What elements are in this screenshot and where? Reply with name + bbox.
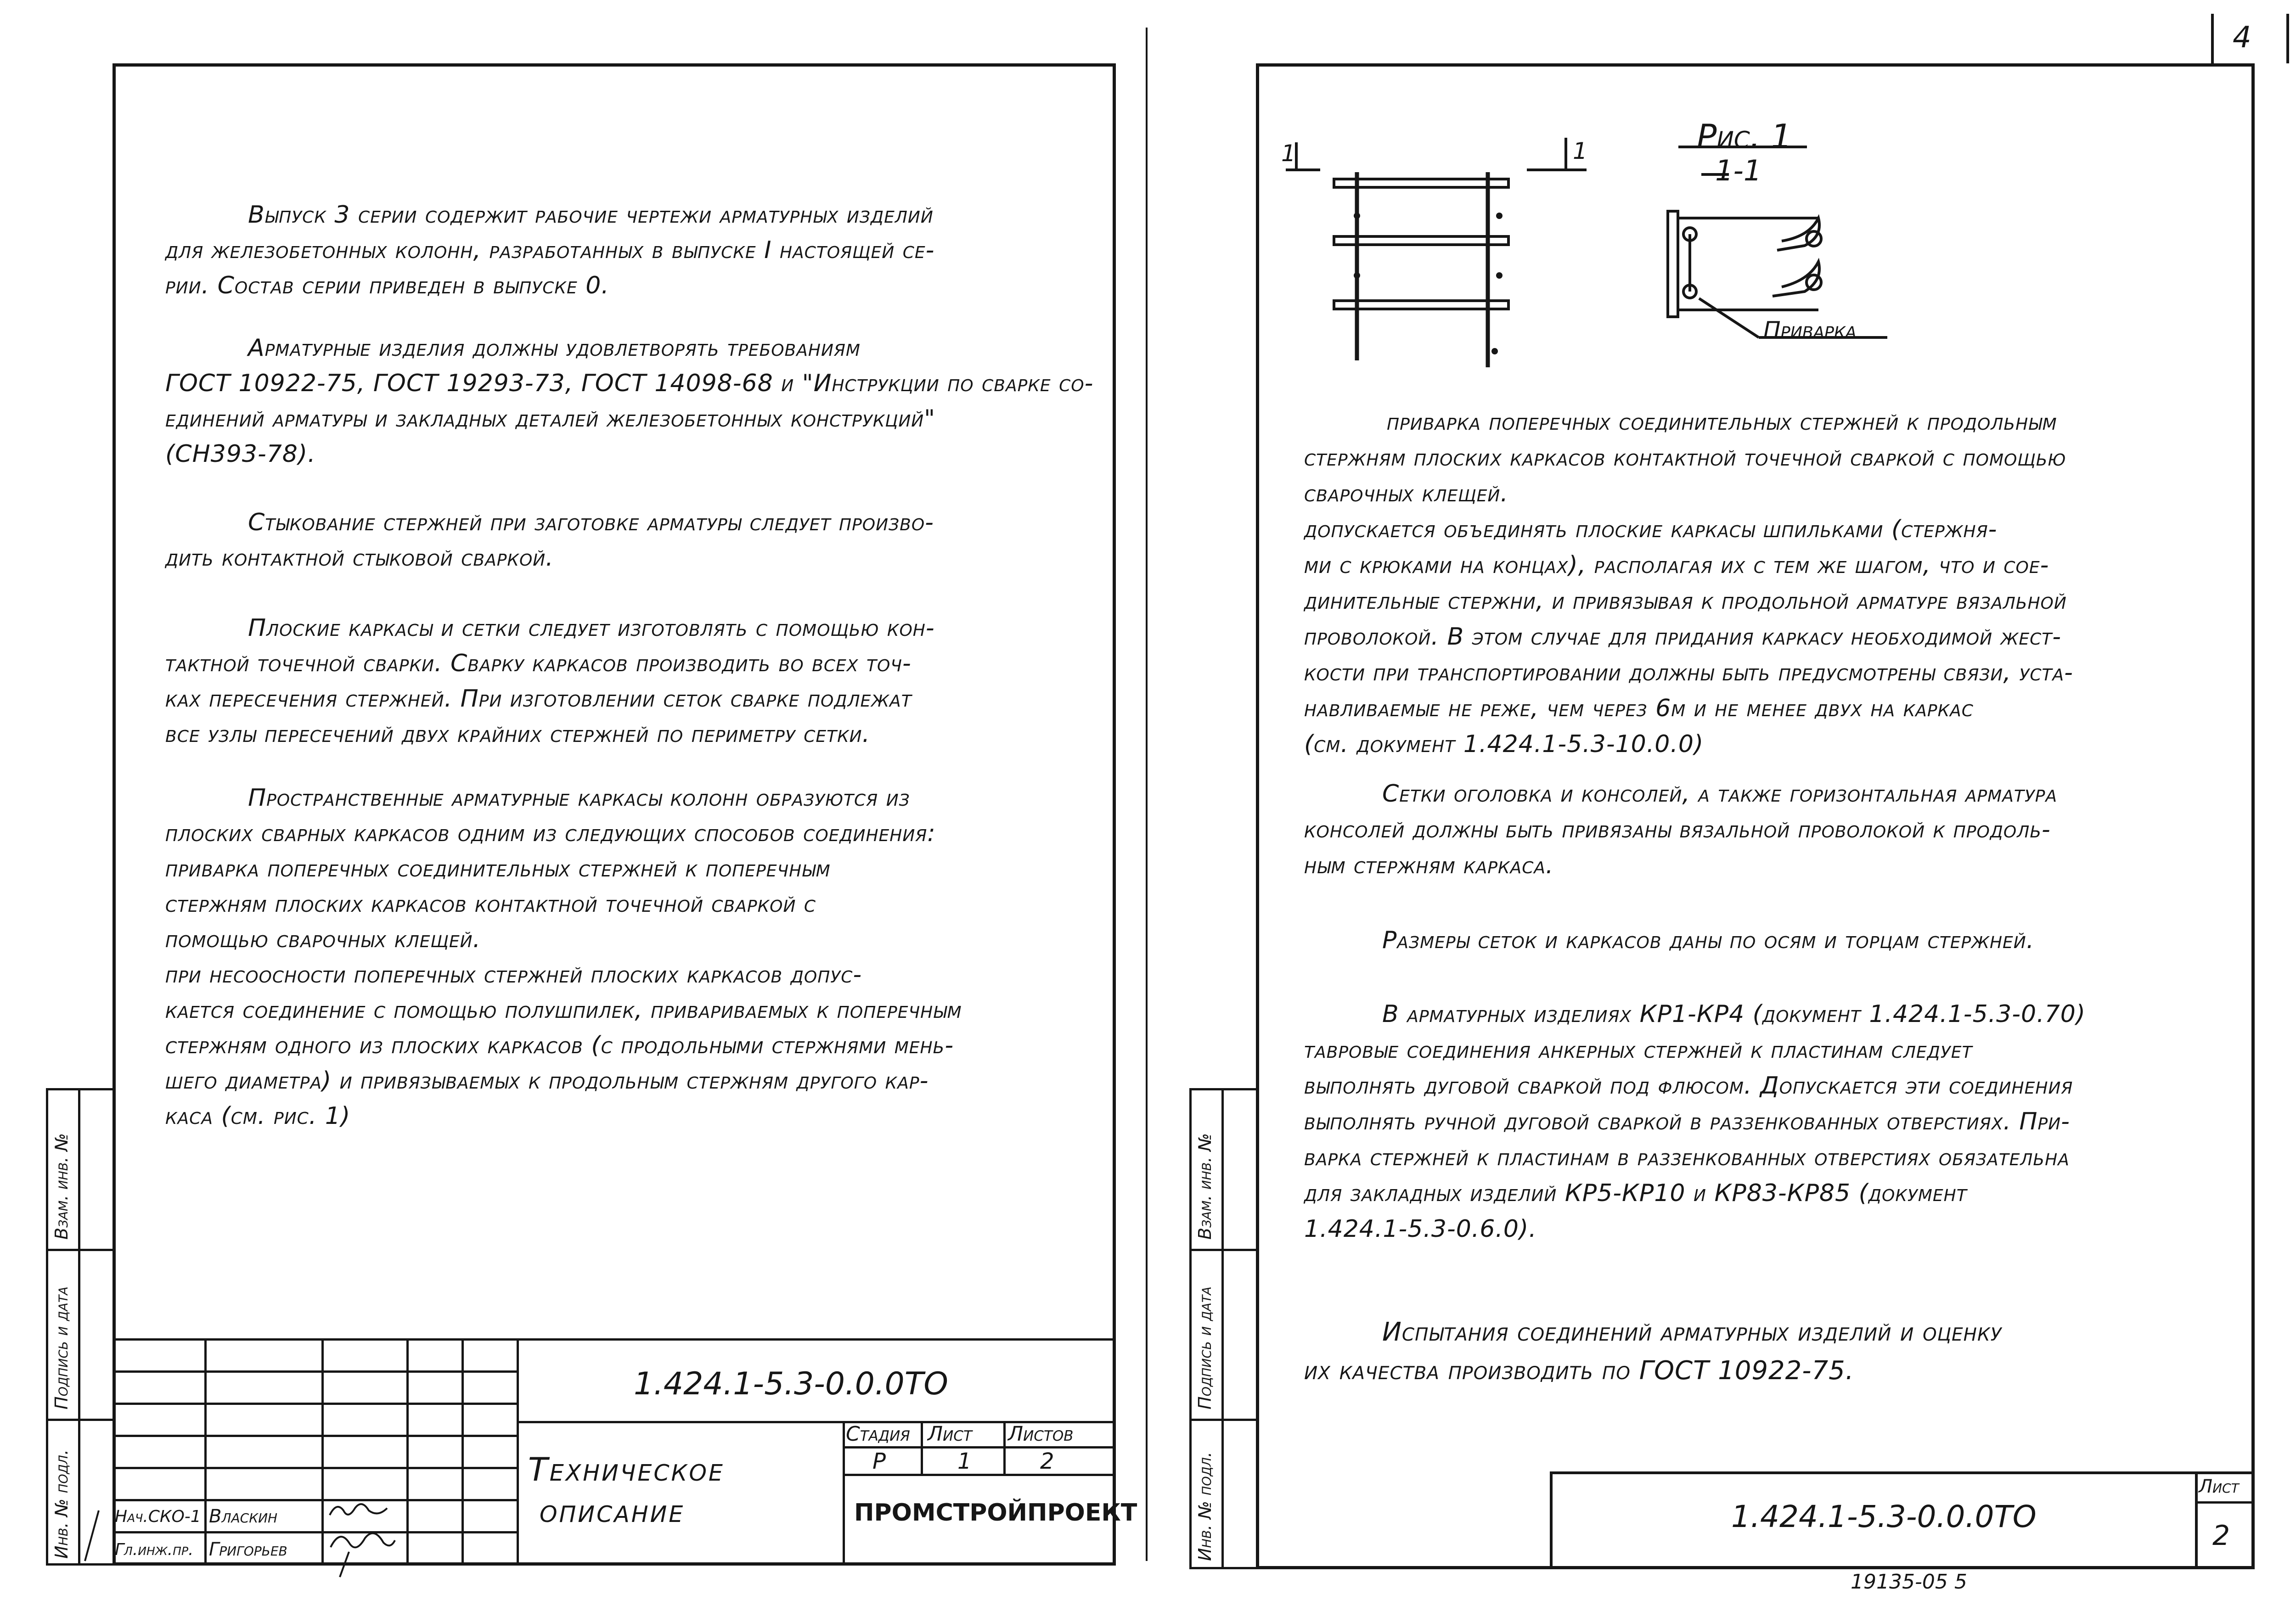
left-paragraph-4: Плоские каркасы и сетки следует изготовлять с помощью кон- тактной точечной сварки. Сварку каркасов производить во всех точ- ках пересечения стержней. При изготовлении сеток сварке подлежат все узлы пересечений двух крайних стержней по периметру сетки. (165, 614, 935, 748)
right-title-block-sheet-sep (2195, 1501, 2255, 1504)
sheet-header: Лист (928, 1422, 972, 1446)
left-side-label-3: Инв. № подл. (51, 1449, 72, 1559)
sheet-value: 1 (957, 1448, 972, 1474)
role-2: Гл.инж.пр. (115, 1540, 194, 1559)
right-title-code: 1.424.1-5.3-0.0.0ТО (1731, 1499, 2037, 1534)
right-side-strip-sep2 (1189, 1419, 1256, 1421)
role-1: Нач.СКО-1 (115, 1507, 201, 1526)
right-side-label-2: Подпись и дата (1195, 1286, 1215, 1409)
left-paragraph-2: Арматурные изделия должны удовлетворять требованиям ГОСТ 10922-75, ГОСТ 19293-73, ГОСТ 14098-68 и "Инструкции по сварке со- единений арматуры и закладных деталей железобетонных конструкций" (СН393-78). (165, 334, 1094, 468)
figure-section-label: 1-1 (1715, 154, 1762, 187)
stage-header: Стадия (846, 1422, 910, 1446)
figure-caption: Рис. 1 (1697, 117, 1792, 156)
page-number: 4 (2233, 21, 2251, 55)
section-mark-left: 1 (1281, 140, 1296, 167)
left-title-code: 1.424.1-5.3-0.0.0ТО (634, 1366, 948, 1402)
bottom-stamp: 19135-05 5 (1851, 1570, 1967, 1594)
left-side-label-2: Подпись и дата (51, 1286, 72, 1409)
right-paragraph-2: Сетки оголовка и консолей, а также горизонтальная арматура консолей должны быть привязаны вязальной проволокой к продоль- ным стержням каркаса. (1304, 780, 2058, 879)
left-paragraph-3: Стыкование стержней при заготовке арматуры следует произво- дить контактной стыковой сваркой. (165, 509, 934, 572)
organization-name: ПРОМСТРОЙПРОЕКТ (854, 1499, 1137, 1527)
right-paragraph-1: приварка поперечных соединительных стержней к продольным стержням плоских каркасов контактной точечной сваркой с помощью сварочных клещей. допускается объединять плоские каркасы шпильками (стержня- ми с крюками на концах), располагая их с тем же шагом, что и сое- динительные стержни, и привязывая к продольной арматуре вязальной проволокой. В этом случае для придания каркасу необходимой жест- кости при транспортировании должны быть предусмотрены связи, уста- навливаемые не реже, чем через 6м и не менее двух на каркас (см. документ 1.424.1-5.3-10.0.0) (1304, 408, 2073, 758)
right-paragraph-5: Испытания соединений арматурных изделий и оценку их качества производить по ГОСТ 10922-75. (1304, 1317, 2002, 1386)
right-sheet-value: 2 (2212, 1520, 2230, 1552)
right-side-strip-sep1 (1189, 1249, 1256, 1251)
left-side-label-1: Взам. инв. № (51, 1133, 72, 1240)
right-title-block-divider (2195, 1471, 2198, 1569)
left-paragraph-1: Выпуск 3 серии содержит рабочие чертежи арматурных изделий для железобетонных колонн, разработанных в выпуске I настоящей се- рии. Состав серии приведен в выпуске 0. (165, 201, 935, 299)
name-2: Григорьев (209, 1539, 287, 1560)
sheets-value: 2 (1040, 1448, 1054, 1474)
right-paragraph-4: В арматурных изделиях КР1-КР4 (документ 1.424.1-5.3-0.70) тавровые соединения анкерных стержней к пластинам следует выполнять дуговой сваркой под флюсом. Допускается эти соединения выполнять ручной дуговой сваркой в раззенкованных отверстиях. При- варка стержней к пластинам в раззенкованных отверстиях обязательна для закладных изделий КР5-КР10 и КР83-КР85 (документ 1.424.1-5.3-0.6.0). (1304, 1000, 2086, 1243)
right-side-label-1: Взам. инв. № (1195, 1133, 1215, 1240)
left-title-line1: Техническое (528, 1451, 725, 1488)
stage-value: Р (872, 1448, 886, 1474)
left-paragraph-5: Пространственные арматурные каркасы колонн образуются из плоских сварных каркасов одним из следующих способов соединения: приварка поперечных соединительных стержней к поперечным стержням плоских каркасов контактной точечной сваркой с помощью сварочных клещей. при несоосности поперечных стержней плоских каркасов допус- кается соединение с помощью полушпилек, привариваемых к поперечным стержням одного из плоских каркасов (с продольными стержнями мень- шего диаметра) и привязываемых к продольным стержням другого кар- каса (см. рис. 1) (165, 784, 962, 1130)
weld-label: Приварка (1763, 317, 1857, 343)
name-1: Власкин (209, 1506, 278, 1527)
sheets-header: Листов (1008, 1422, 1074, 1446)
left-title-line2: описание (540, 1492, 685, 1530)
right-sheet-header: Лист (2199, 1476, 2239, 1497)
right-side-strip-divider (1221, 1088, 1224, 1569)
section-mark-right: 1 (1573, 138, 1587, 164)
right-paragraph-3: Размеры сеток и каркасов даны по осям и торцам стержней. (1382, 926, 2035, 954)
right-side-label-3: Инв. № подл. (1195, 1451, 1215, 1561)
